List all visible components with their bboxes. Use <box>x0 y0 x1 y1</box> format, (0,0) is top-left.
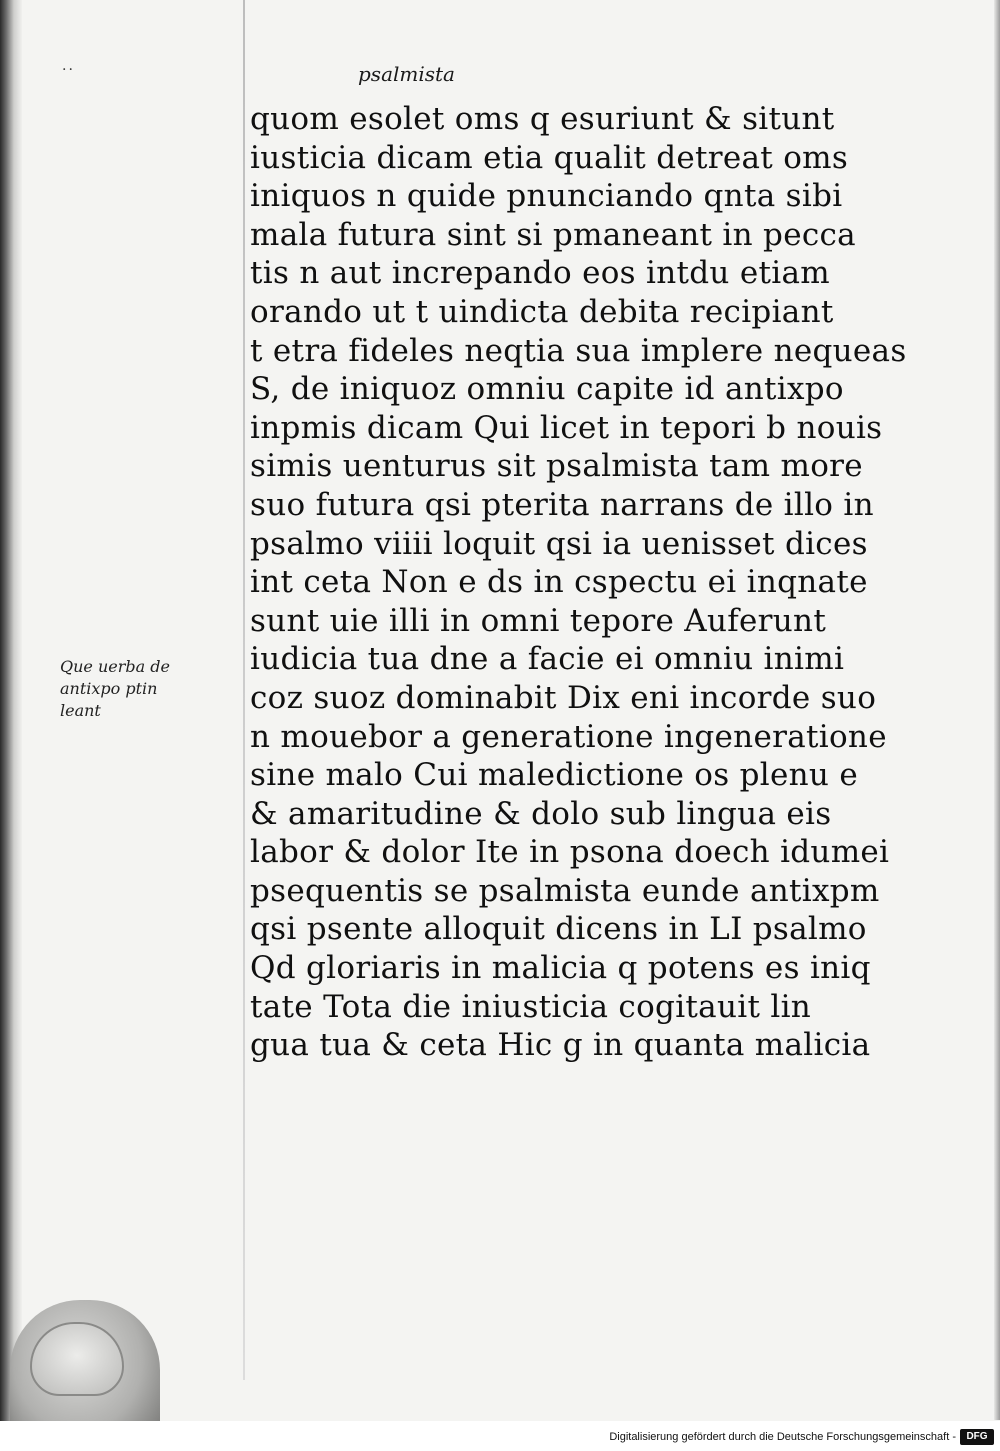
text-line: sunt uie illi in omni tepore Auferunt <box>250 602 827 639</box>
text-line: mala futura sint si pmaneant in pecca <box>250 216 856 253</box>
text-line: qsi psente alloquit dicens in LI psalmo <box>250 911 867 948</box>
text-line: orando ut t uindicta debita recipiant <box>250 293 834 330</box>
text-line: t etra fideles neqtia sua implere nequeas <box>250 332 907 369</box>
corner-marks: .. <box>62 58 75 74</box>
dfg-logo: DFG <box>960 1429 994 1445</box>
funding-credit: Digitalisierung gefördert durch die Deutsche Forschungsgemeinschaft - <box>609 1431 956 1443</box>
text-line: & amaritudine & dolo sub lingua eis <box>250 795 832 832</box>
main-text-block <box>250 100 970 1065</box>
thumbnail-fingernail <box>30 1322 124 1396</box>
text-line: coz suoz dominabit Dix eni incorde suo <box>250 679 877 716</box>
text-line: int ceta Non e ds in cspectu ei inqnate <box>250 564 868 601</box>
text-line: S, de iniquoz omniu capite id antixpo <box>250 371 844 408</box>
footer-bar <box>0 1421 1000 1451</box>
text-line: tate Tota die iniusticia cogitauit lin <box>250 988 812 1025</box>
text-line: iniquos n quide pnunciando qnta sibi <box>250 178 843 215</box>
margin-line: leant <box>60 701 101 720</box>
text-line: suo futura qsi pterita narrans de illo in <box>250 486 874 523</box>
text-line: n mouebor a generatione ingeneratione <box>250 718 887 755</box>
margin-line: Que uerba de <box>60 657 170 676</box>
page-fold-line <box>243 0 245 1380</box>
page-edge <box>994 0 1000 1420</box>
text-line: quom esolet oms q esuriunt & situnt <box>250 101 835 137</box>
text-line: iusticia dicam etia qualit detreat oms <box>250 139 849 176</box>
text-line: iudicia tua dne a facie ei omniu inimi <box>250 641 845 678</box>
text-line: psequentis se psalmista eunde antixpm <box>250 872 880 909</box>
margin-line: antixpo ptin <box>60 679 158 698</box>
text-line: labor & dolor Ite in psona doech idumei <box>250 834 890 871</box>
text-line: Qd gloriaris in malicia q potens es iniq <box>250 950 871 987</box>
binding-gutter <box>0 0 22 1451</box>
margin-annotation <box>60 656 230 722</box>
superscript-annotation: psalmista <box>358 62 455 86</box>
text-line: inpmis dicam Qui licet in tepori b nouis <box>250 409 883 446</box>
text-line: tis n aut increpando eos intdu etiam <box>250 255 830 292</box>
text-line: psalmo viiii loquit qsi ia uenisset dices <box>250 525 868 562</box>
text-line: gua tua & ceta Hic g in quanta malicia <box>250 1027 871 1064</box>
text-line: sine malo Cui maledictione os plenu e <box>250 757 858 794</box>
text-line: simis uenturus sit psalmista tam more <box>250 448 863 485</box>
